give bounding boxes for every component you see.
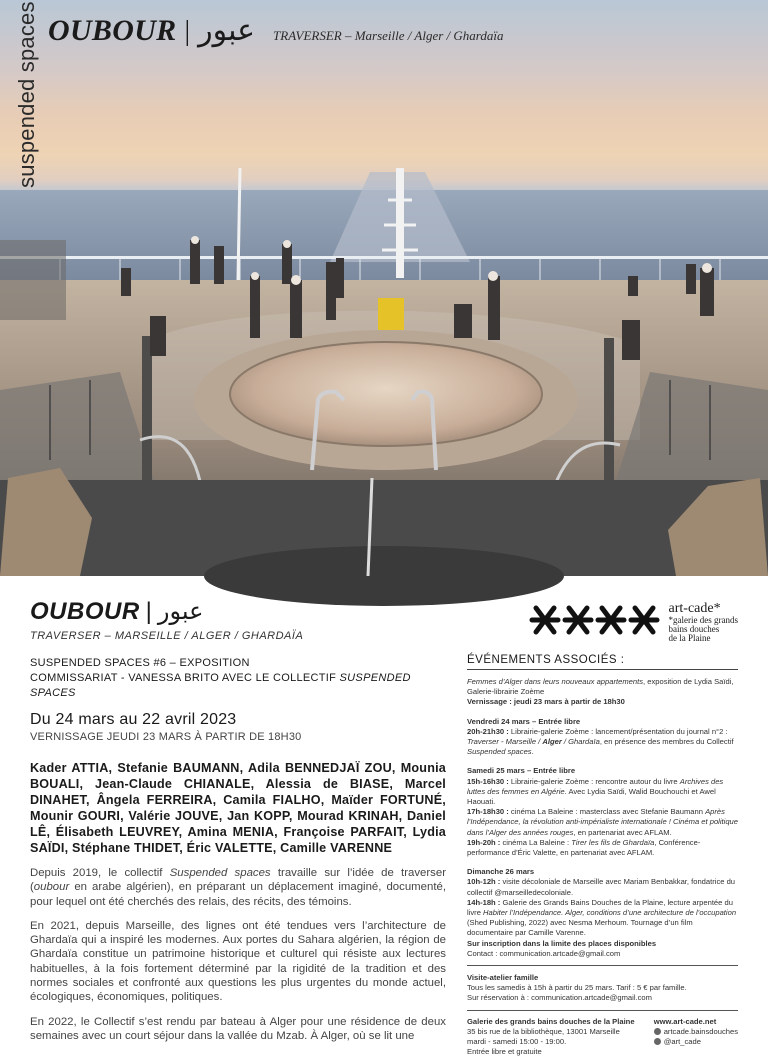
title-latin: OUBOUR (30, 598, 140, 625)
website-link[interactable]: www.art-cade.net (653, 1016, 717, 1026)
footer (467, 1017, 738, 1057)
facebook-link[interactable]: artcade.bainsdouches (663, 1026, 738, 1036)
brand-name: suspended spaces (14, 1, 39, 188)
divider (467, 965, 738, 966)
event-day-friday: Vendredi 24 mars – Entrée libre 20h-21h30 : Librairie-galerie Zoème : lancement/présentation du journal n°2 : Traverser - Marseille / Alger / Ghardaïa, en présence des membres du Collectif Suspended spaces. (467, 716, 734, 757)
exhibition-kicker (30, 656, 446, 701)
gallery-address: Galerie des grands bains douches de la Plaine 35 bis rue de la bibliothèque, 13001 Marseille mardi - samedi 15:00 - 19:00. Entrée libre et gratuite (467, 1016, 635, 1056)
logo-text: art-cade* *galerie des grands bains douches de la Plaine (668, 601, 738, 643)
artist-list: Kader ATTIA, Stefanie BAUMANN, Adila BENNEDJAÏ ZOU, Mounia BOUALI, Jean-Claude CHIANALE, Alessia de BIASE, Marcel DINAHET, Ângela FERREIRA, Camila FIALHO, Maïder FORTUNÉ, Mounir GOURI, Valérie JOUVE, Jan KOPP, Mourad KRINAH, Daniel LÊ, Élisabeth LEUVREY, Amina MENIA, Françoise PARFAIT, Lydia SAÏDI, Stéphane THIDET, Éric VALETTE, Camille VARENNE (30, 761, 446, 855)
hero-title-latin: OUBOUR (48, 14, 177, 47)
title-arabic: عبور (157, 597, 204, 625)
paragraph-1: Depuis 2019, le collectif Suspended spaces travaille sur l’idée de traverser (oubour en arabe algérien), en préparant un déplacement imaginé, documenté, pour lequel ont été cherchés des relais, des récits, des témoins. (30, 867, 447, 908)
gallery-links (654, 1017, 738, 1057)
hero-title (48, 13, 504, 48)
hero-title-arabic: عبور (198, 13, 256, 48)
family-workshop: Visite-atelier famille Tous les samedis à 15h à partir du 25 mars. Tarif : 5 € par famille. Sur réservation à : communication.artcade@gmail.com (467, 973, 687, 1003)
contact-email[interactable]: Contact : communication.artcade@gmail.com (467, 948, 621, 958)
instagram-icon (654, 1038, 661, 1045)
events-column (467, 600, 738, 1057)
hero-subtitle: TRAVERSER – Marseille / Alger / Ghardaïa (273, 28, 504, 43)
exhibition-info (30, 597, 446, 1043)
art-cade-logo (467, 600, 738, 642)
paragraph-2: En 2021, depuis Marseille, des lignes ont été tendues vers l’architecture de Ghardaïa qui a inspiré les modernes. Aux portes du Sahara algérien, la région de Ghardaïa constitue un patrimoine historique et culturel qui résiste aux lectures habituelles, à la fois fortement déterminé par la rigidité de la tradition et des normes sociales et confronté aux questions les plus urgentes du monde actuel, écologiques, économiques, politiques. (30, 919, 446, 1004)
event-zoeme-expo: Femmes d’Alger dans leurs nouveaux appartements, exposition de Lydia Saïdi, Galerie-librairie Zoème Vernissage : jeudi 23 mars à partir de 18h30 (467, 677, 734, 707)
exhibition-subtitle: TRAVERSER – MARSEILLE / ALGER / GHARDAÏA (30, 630, 304, 642)
event-day-sunday: Dimanche 26 mars 10h-12h : visite décoloniale de Marseille avec Mariam Benbakkar, fondatrice du collectif @marseilledecoloniale. 14h-18h : Galerie des Grands Bains Douches de la Plaine, lecture arpentée du livre Habiter l’Indépendance. Alger, conditions d’une architecture de l’occupation (Shed Publishing, 2022) avec Nesma Merhoum. Tournage d’un film documentaire par Camille Varenne. Sur inscription dans la limite des places disponibles Contact : communication.artcade@gmail.com (467, 867, 737, 958)
divider (467, 1010, 738, 1011)
paragraph-3: En 2022, le Collectif s’est rendu par bateau à Alger pour une résidence de deux semaines avec un court séjour dans la vallée du Mzab. À Alger, où se lit une (30, 1015, 446, 1042)
facebook-icon (654, 1028, 661, 1035)
events-heading: ÉVÉNEMENTS ASSOCIÉS : (467, 654, 738, 670)
instagram-link[interactable]: @art_cade (663, 1036, 701, 1046)
exhibition-title (30, 597, 446, 626)
logo-name: art-cade* (668, 601, 721, 616)
exhibition-dates: Du 24 mars au 22 avril 2023 (30, 711, 237, 728)
kicker-line-1: SUSPENDED SPACES #6 – EXPOSITION (30, 657, 250, 669)
vernissage-line: VERNISSAGE JEUDI 23 MARS À PARTIR DE 18H30 (30, 731, 302, 743)
hero-title-separator: | (184, 16, 191, 47)
asterisk-logo-icon (529, 602, 661, 638)
vertical-brand (14, 0, 40, 188)
title-separator: | (145, 598, 152, 625)
kicker-line-2: COMMISSARIAT - VANESSA BRITO AVEC LE COLLECTIF SUSPENDED SPACES (30, 672, 411, 699)
event-day-saturday: Samedi 25 mars – Entrée libre 15h-16h30 : Librairie-galerie Zoème : rencontre autour du livre Archives des luttes des femmes en Algérie. Avec Lydia Saïdi, Walid Bouchouchi et Awel Haouati. 17h-18h30 : cinéma La Baleine : masterclass avec Stefanie Baumann Après l’Indépendance, la révolution anti-impérialiste internationale ! Cinéma et politique dans l’Alger des années rouges, en partenariat avec AFLAM. 19h-20h : cinéma La Baleine : Tirer les fils de Ghardaïa, Conférence-performance d’Éric Valette, en partenariat avec AFLAM. (467, 766, 739, 858)
